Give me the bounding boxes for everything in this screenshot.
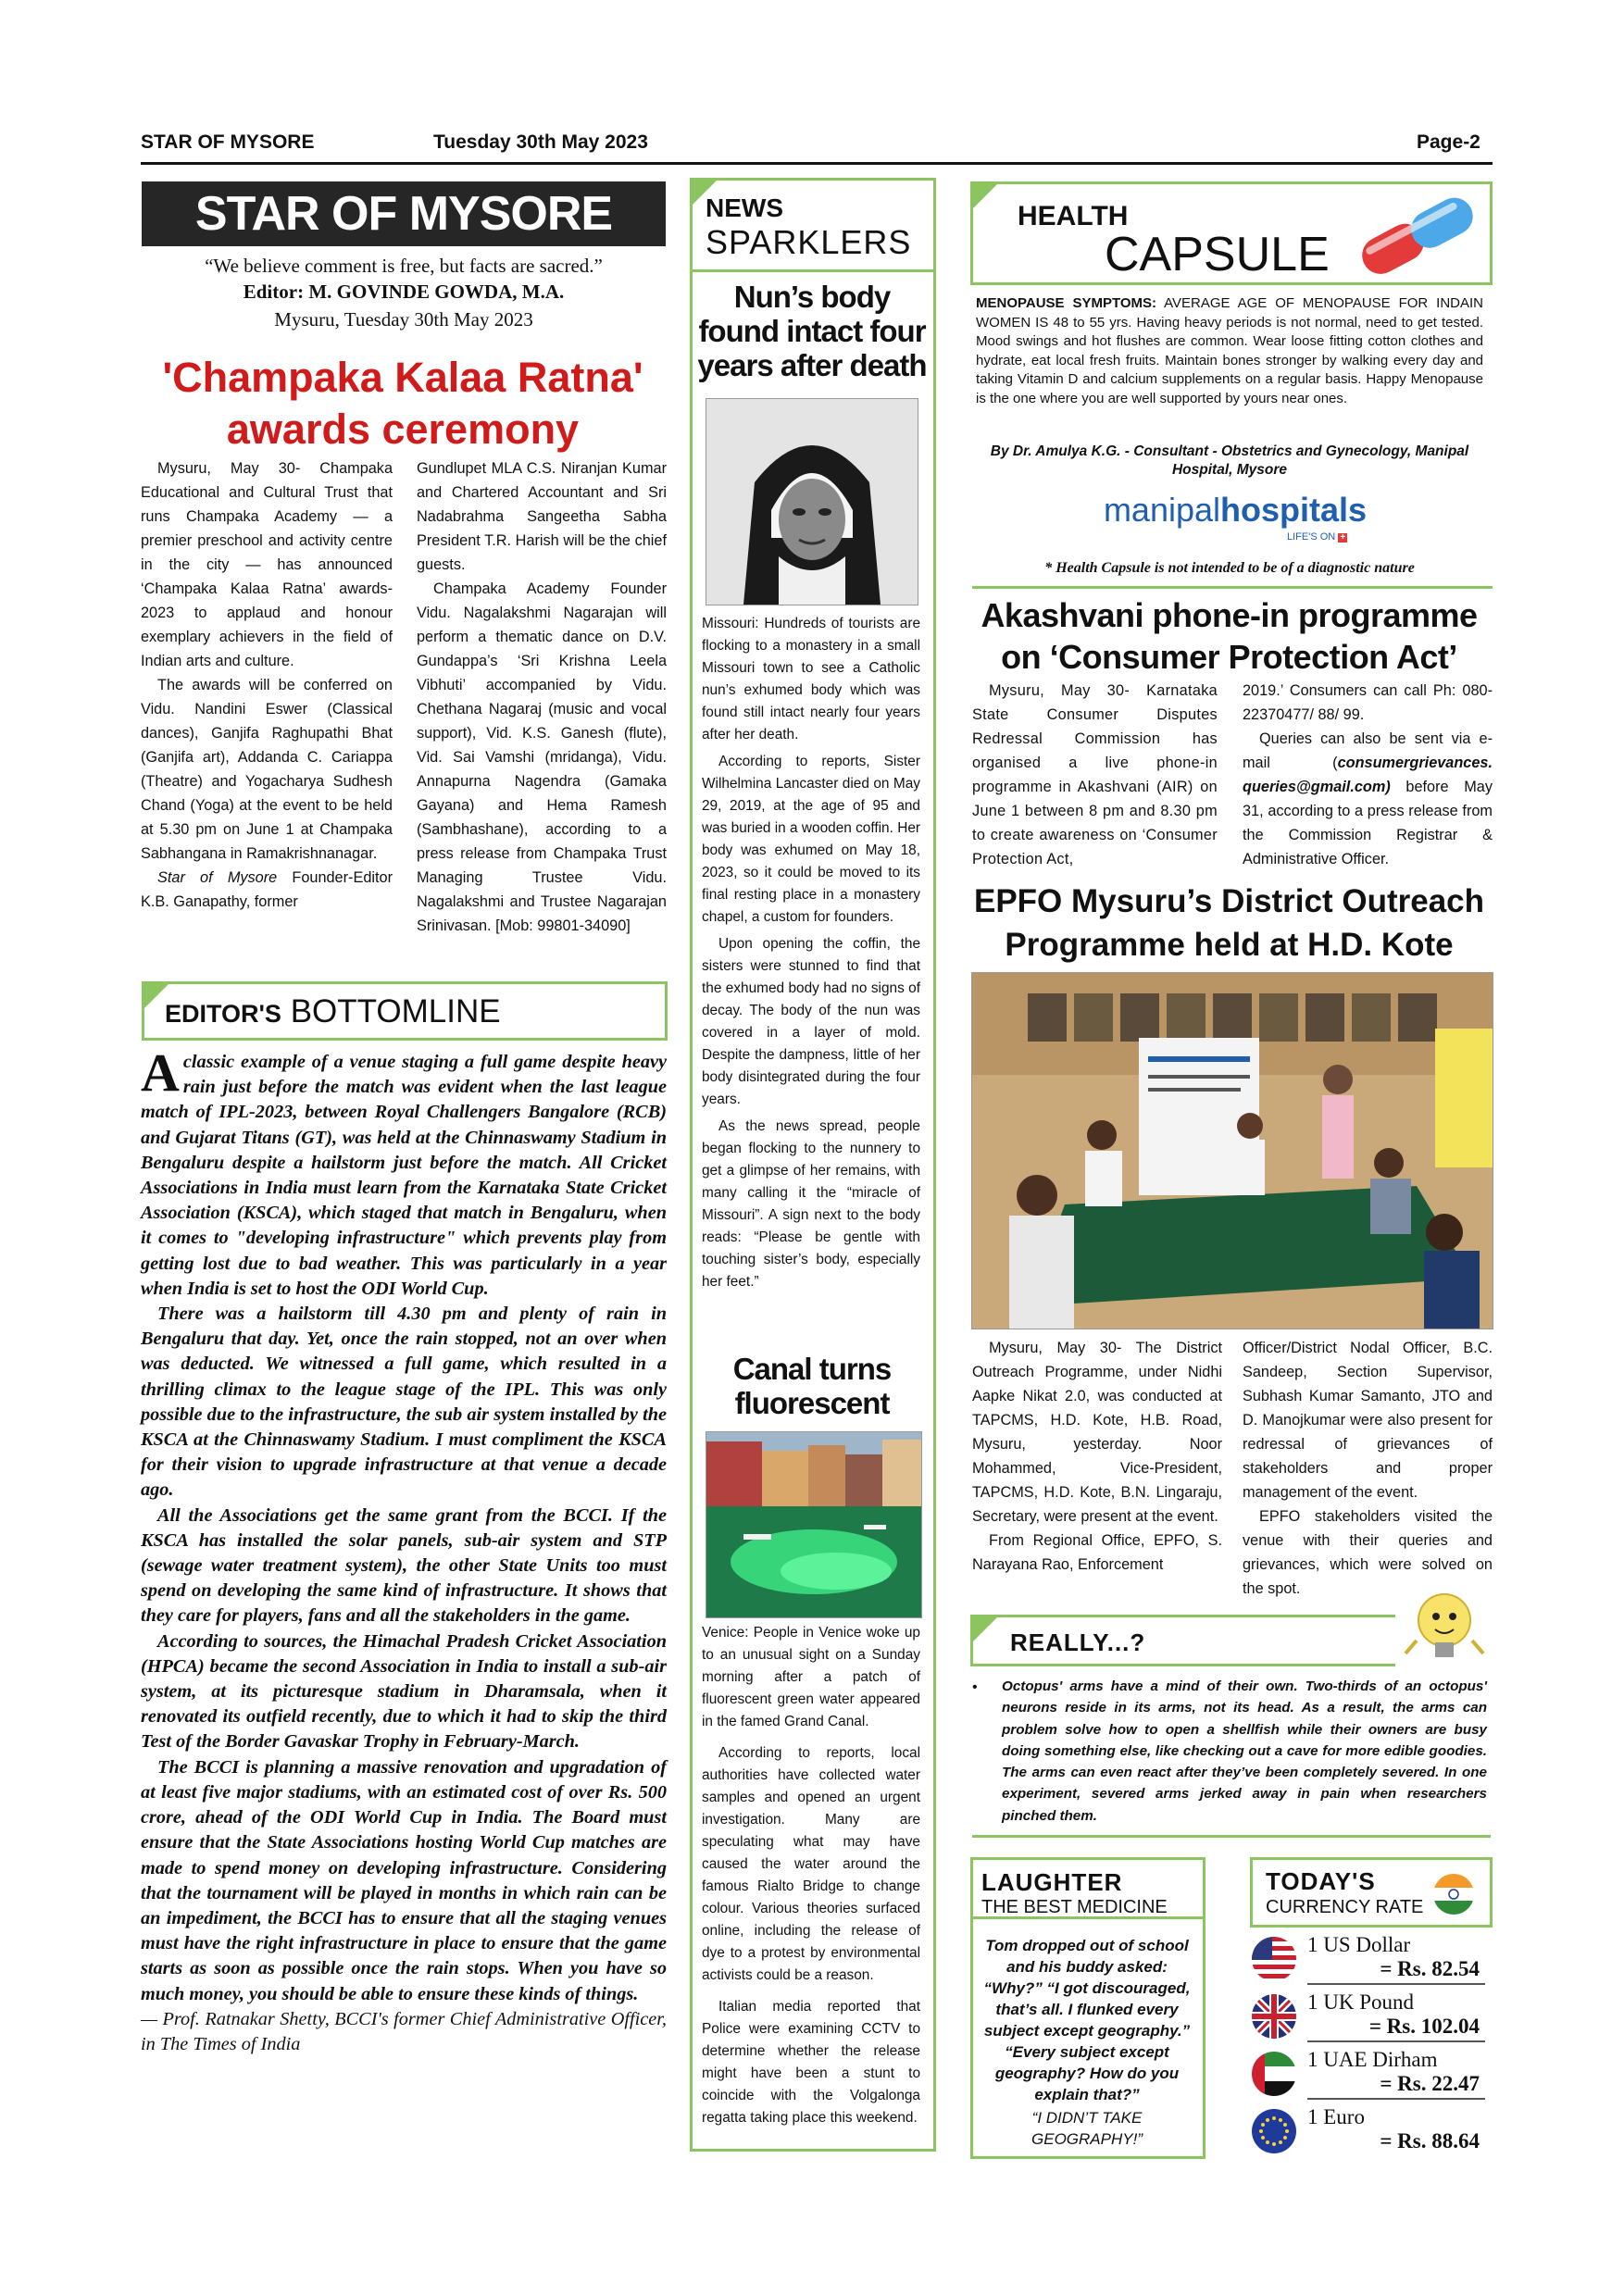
bottomline-body bbox=[141, 1042, 667, 2057]
champaka-para: Champaka Academy Founder Vidu. Nagalakshmi Nagarajan will perform a thematic dance on D.V. Gundappa’s ‘Sri Krishna Leela Vibhuti’ accompanied by Vidu. Chethana Nagaraj (music and vocal support), Vid. K.S. Ganesh (flute), Vid. Sai Vamshi (mridanga), Vidu. Annapurna Nagendra (Gamaka Gayana) and Hema Ramesh (Sambhashane), according to a press release from Champaka Trust Managing Trustee Vidu. Nagalakshmi and Trustee Nagarajan Srinivasan. [Mob: 99801-34090] bbox=[417, 580, 667, 934]
champaka-headline bbox=[139, 352, 667, 455]
health-bottom-rule bbox=[972, 586, 1493, 589]
health-label-box bbox=[970, 181, 1493, 285]
epfo-col1 bbox=[972, 1336, 1222, 1577]
currency-value: = Rs. 102.04 bbox=[1368, 2015, 1480, 2038]
champaka-col2 bbox=[417, 456, 667, 938]
header-date: Tuesday 30th May 2023 bbox=[433, 131, 648, 153]
currency-name: 1 Euro bbox=[1307, 2105, 1365, 2128]
laughter-label: LAUGHTER bbox=[981, 1868, 1123, 1896]
health-note: * Health Capsule is not intended to be of a diagnostic nature bbox=[1044, 560, 1415, 576]
masthead-banner: STAR OF MYSORE bbox=[142, 181, 666, 246]
bottomline-para: All the Associations get the same grant from the BCCI. If the KSCA has installed the solar panels, sub-air system and STP (sewage water treatment system), the other State Units too must spend on developing the same kind of infrastructure. It shows that they care for players, fans and all the stakeholders in the game. bbox=[141, 1504, 667, 1627]
epfo-headline-line2: Programme held at H.D. Kote bbox=[1005, 927, 1454, 963]
manipal-logo bbox=[1068, 491, 1402, 530]
masthead-dateline: Mysuru, Tuesday 30th May 2023 bbox=[274, 308, 533, 331]
health-lead: MENOPAUSE SYMPTOMS: bbox=[976, 295, 1157, 311]
really-bullet: • bbox=[972, 1679, 978, 1695]
capsule-icon bbox=[1347, 190, 1486, 279]
nun-para: Missouri: Hundreds of tourists are flocking to a monastery in a small Missouri town to see a Catholic nun’s exhumed body which was found still intact nearly four years after her death. bbox=[702, 616, 920, 742]
nun-para: As the news spread, people began flocking to the nunnery to get a glimpse of her remains, with many calling it the “miracle of Missouri”. A sign next to the body reads: “Please be gentle with touching sister’s body, especially her feet.” bbox=[702, 1118, 920, 1290]
akashvani-col1 bbox=[972, 679, 1218, 871]
currency-value: = Rs. 88.64 bbox=[1380, 2129, 1480, 2152]
header-page-number: Page-2 bbox=[1417, 131, 1480, 153]
health-text bbox=[976, 294, 1483, 408]
header-rule bbox=[141, 162, 1493, 165]
currency-name: 1 UK Pound bbox=[1307, 1990, 1415, 2014]
champaka-headline-line1: 'Champaka Kalaa Ratna' bbox=[162, 354, 643, 401]
epfo-para: Mysuru, May 30- The District Outreach Programme, under Nidhi Aapke Nikat 2.0, was conducted at TAPCMS, H.D. Kote, H.B. Road, Mysuru, yesterday. Noor Mohammed, Vice-President, TAPCMS, H.D. Kote, B.N. Lingaraju, Secretary, were present at the event. bbox=[972, 1340, 1222, 1525]
currency-row-eur bbox=[1252, 2103, 1485, 2157]
currency-label-box bbox=[1250, 1857, 1493, 1928]
epfo-para: From Regional Office, EPFO, S. Narayana Rao, Enforcement bbox=[972, 1532, 1222, 1573]
nun-story bbox=[702, 613, 920, 1293]
really-bottom-rule bbox=[972, 1835, 1491, 1838]
akashvani-email: consumergrievances. queries@gmail.com) bbox=[1243, 755, 1493, 795]
health-byline: By Dr. Amulya K.G. - Consultant - Obstetrics and Gynecology, Manipal Hospital, Mysore bbox=[990, 443, 1469, 478]
manipal-tagline: LIFE'S ON + bbox=[1287, 531, 1347, 543]
akashvani-headline bbox=[963, 594, 1495, 678]
bottomline-label-bold: EDITOR'S bbox=[165, 1000, 281, 1028]
manipal-logo-b: hospitals bbox=[1220, 491, 1368, 529]
lightbulb-icon bbox=[1398, 1585, 1491, 1672]
health-text-body: AVERAGE AGE OF MENOPAUSE FOR INDAIN WOMEN IS 48 to 55 yrs. Having heavy periods is not normal, need to get tested. Mood swings and hot flushes are common. Wear loose fitting cotton clothes and hydrate, eat local fresh fruits. Maintain bones stronger by walking every day and taking Vitamin D and calcium supplements on a regular basis. Happy Menopause is the one where you are well supported by yours near ones. bbox=[976, 295, 1483, 406]
akashvani-headline-line1: Akashvani phone-in programme bbox=[981, 596, 1478, 634]
akashvani-para: 2019.’ Consumers can call Ph: 080-22370477/ 88/ 99. bbox=[1243, 682, 1493, 723]
header-paper-name: STAR OF MYSORE bbox=[141, 131, 315, 153]
manipal-logo-a: manipal bbox=[1103, 491, 1221, 529]
uae-flag-icon bbox=[1252, 2052, 1296, 2096]
epfo-headline bbox=[963, 880, 1495, 967]
bottomline-para: The BCCI is planning a massive renovation and upgradation of at least five major stadiums, with an estimated cost of over Rs. 500 crore, ahead of the ODI World Cup in India. The Board must ensure that the State Associations hosting World Cup matches are made to spend money on developing infrastructure. Considering that the tournament will be played in months in which rain can be an impediment, the BCCI has to ensure that all the staging venues must have the right infrastructure in place to ensure that the game starts as soon as possible once the rain stops. When you have so much money, you should be able to ensure these kinds of things. bbox=[141, 1756, 667, 2004]
health-label-capsule: CAPSULE bbox=[1105, 228, 1330, 281]
canal-photo bbox=[706, 1431, 922, 1618]
champaka-para: Mysuru, May 30- Champaka Educational and Cultural Trust that runs Champaka Academy — a premier preschool and activity centre in the city — has announced ‘Champaka Kalaa Ratna’ awards-2023 to applaud and honour exemplary achievers in the field of Indian arts and culture. bbox=[141, 460, 393, 669]
currency-row-rule bbox=[1307, 2098, 1485, 2100]
currency-row-usd bbox=[1252, 1931, 1485, 1985]
health-label-health: HEALTH bbox=[1018, 201, 1129, 231]
bottomline-para: According to sources, the Himachal Pradesh Cricket Association (HPCA) became the second Association in India to install a sub-air system, at its picturesque stadium in Dharamsala, when it renovated its outfield recently, due to which it had to skip the third Test of the Border Gavaskar Trophy in February-March. bbox=[141, 1630, 667, 1753]
sparklers-label-sparklers: SPARKLERS bbox=[706, 223, 912, 261]
epfo-para: Officer/District Nodal Officer, B.C. Sandeep, Section Supervisor, Subhash Kumar Samanto, JTO and D. Manojkumar were also present for redressal of grievances of stakeholders and proper management of the event. bbox=[1243, 1340, 1493, 1501]
champaka-headline-line2: awards ceremony bbox=[226, 406, 580, 453]
akashvani-para: Mysuru, May 30- Karnataka State Consumer Disputes Redressal Commission has organised a live phone-in programme in Akashvani (AIR) on June 1 between 8 pm and 8.30 pm to create awareness on ‘Consumer Protection Act, bbox=[972, 682, 1218, 867]
really-label-box bbox=[970, 1615, 1395, 1666]
akashvani-col2 bbox=[1243, 679, 1493, 871]
bottomline-para bbox=[141, 1042, 667, 1302]
currency-label: TODAY'S bbox=[1266, 1867, 1376, 1895]
uk-flag-icon bbox=[1252, 1994, 1296, 2039]
akashvani-para-text: before May 31, according to a press release from the Commission Registrar & Administrative Officer. bbox=[1243, 779, 1493, 867]
sparklers-label-box bbox=[690, 178, 936, 272]
nun-photo bbox=[706, 398, 918, 605]
sparklers-label-news: NEWS bbox=[706, 193, 783, 222]
bottomline-label: BOTTOMLINE bbox=[290, 993, 501, 1029]
epfo-para: EPFO stakeholders visited the venue with their queries and grievances, which were solved on the spot. bbox=[1243, 1508, 1493, 1597]
laughter-label-box bbox=[981, 1868, 1194, 1918]
epfo-col2 bbox=[1243, 1336, 1493, 1601]
drop-cap: A bbox=[141, 1042, 180, 1103]
currency-name: 1 UAE Dirham bbox=[1307, 2048, 1438, 2071]
akashvani-headline-line2: on ‘Consumer Protection Act’ bbox=[1001, 638, 1457, 676]
champaka-para: Gundlupet MLA C.S. Niranjan Kumar and Chartered Accountant and Sri Nadabrahma Sangeetha Sabha President T.R. Harish will be the chief guests. bbox=[417, 460, 667, 573]
bottomline-credit: — Prof. Ratnakar Shetty, BCCI's former Chief Administrative Officer, in The Times of India bbox=[141, 2008, 667, 2054]
manipal-tagline-text: LIFE'S ON bbox=[1287, 531, 1336, 543]
really-text: Octopus' arms have a mind of their own. Two-thirds of an octopus' neurons reside in its arms, not its head. As a result, the arms can problem solve how to open a shellfish while their owners are busy doing something else, like checking out a cave for more edible goodies. The arms can even react after they’ve been completely severed. In one experiment, severed arms jerked away in pain when researchers pinched them. bbox=[1002, 1678, 1487, 1824]
nun-para: Upon opening the coffin, the sisters were stunned to find that the exhumed body had no signs of decay. The body of the nun was covered in a layer of mold. Despite the dampness, little of her body disintegrated during the four years. bbox=[702, 936, 920, 1107]
canal-para: Venice: People in Venice woke up to an unusual sight on a Sunday morning after a patch of fluorescent green water appeared in the famed Grand Canal. bbox=[702, 1625, 920, 1729]
india-flag-icon bbox=[1432, 1873, 1475, 1915]
akashvani-para bbox=[1243, 727, 1493, 871]
currency-sublabel: CURRENCY RATE bbox=[1266, 1897, 1424, 1917]
canal-headline: Canal turns fluorescent bbox=[732, 1352, 892, 1420]
epfo-headline-line1: EPFO Mysuru’s District Outreach bbox=[973, 883, 1485, 919]
epfo-photo bbox=[971, 972, 1493, 1329]
champaka-para bbox=[141, 866, 393, 914]
currency-row-gbp bbox=[1252, 1989, 1485, 2042]
laughter-punchline: “I DIDN’T TAKE GEOGRAPHY!” bbox=[1031, 2109, 1143, 2148]
canal-para: According to reports, local authorities have collected water samples and opened an urgent investigation. Many are speculating what may have caused the water around the famous Rialto Bridge to change colour. Various theories surfaced online, including the release of dye to a protest by environmental activists could be a reason. bbox=[702, 1745, 920, 1983]
eu-flag-icon bbox=[1252, 2109, 1296, 2153]
akashvani-para-text: Queries can also be sent via e-mail ( bbox=[1243, 730, 1493, 771]
paper-name-italic: Star of Mysore bbox=[157, 869, 278, 886]
us-flag-icon bbox=[1252, 1937, 1296, 1981]
currency-value: = Rs. 22.47 bbox=[1380, 2072, 1480, 2095]
bottomline-para-text: classic example of a venue staging a full game despite heavy rain just before the match was evident when the last league match of IPL-2023, between Royal Challengers Bangalore (RCB) and Gujarat Titans (GT), was held at the Chinnaswamy Stadium in Bengaluru despite a hailstorm just before the match. All Cricket Associations in India must learn from the Karnataka State Cricket Association (KSCA), which staged that match in Bengaluru, when it comes to "developing infrastructure" which prevents play from getting lost due to bad weather. This was particularly in a year when India is set to host the ODI World Cup. bbox=[141, 1052, 667, 1299]
laughter-sublabel: THE BEST MEDICINE bbox=[981, 1897, 1168, 1917]
masthead-editor: Editor: M. GOVINDE GOWDA, M.A. bbox=[243, 281, 565, 303]
currency-value: = Rs. 82.54 bbox=[1380, 1957, 1480, 1980]
laughter-joke: Tom dropped out of school and his buddy asked: “Why?” “I got discouraged, that’s all. I flunked every subject except geography.” “Every subject except geography? How do you explain that?” bbox=[983, 1937, 1191, 2103]
canal-para: Italian media reported that Police were examining CCTV to determine whether the release might have been a stunt to coincide with the Volgalonga regatta taking place this weekend. bbox=[702, 1999, 920, 2126]
currency-row-rule bbox=[1307, 2040, 1485, 2042]
currency-row-rule bbox=[1307, 1983, 1485, 1985]
currency-name: 1 US Dollar bbox=[1307, 1933, 1411, 1956]
currency-row-aed bbox=[1252, 2046, 1485, 2100]
nun-para: According to reports, Sister Wilhelmina Lancaster died on May 29, 2019, at the age of 95 and was buried in a wooden coffin. Her body was exhumed on May 18, 2023, so it could be moved to its final resting place in a monastery chapel, a custom for founders. bbox=[702, 754, 920, 925]
nun-headline: Nun’s body found intact four years after death bbox=[697, 280, 927, 382]
really-label: REALLY...? bbox=[1010, 1628, 1146, 1656]
champaka-para: The awards will be conferred on Vidu. Nandini Eswer (Classical dances), Ganjifa Raghupathi Bhat (Ganjifa art), Addanda C. Cariappa (Theatre) and Yogacharya Sudhesh Chand (Yoga) at the event to be held at 5.30 pm on June 1 at Champaka Sabhangana in Ramakrishnanagar. bbox=[141, 677, 393, 862]
bottomline-label-box bbox=[142, 981, 668, 1041]
canal-story bbox=[702, 1622, 920, 2129]
bottomline-para: There was a hailstorm till 4.30 pm and plenty of rain in Bengaluru that day. Yet, once the rain stopped, not an over when was deducted. We witnessed a full game, which resulted in a thrilling climax to the league stage of the IPL. This was only possible due to the infrastructure, the sub air system installed by the KSCA at the Chinnaswamy Stadium. I must compliment the KSCA for their vision to upgrade infrastructure at that venue a decade ago. bbox=[141, 1304, 667, 1501]
champaka-col1 bbox=[141, 456, 393, 914]
masthead-motto: “We believe comment is free, but facts are sacred.” bbox=[205, 255, 603, 277]
champaka-para-text: Founder-Editor K.B. Ganapathy, former bbox=[141, 869, 393, 910]
